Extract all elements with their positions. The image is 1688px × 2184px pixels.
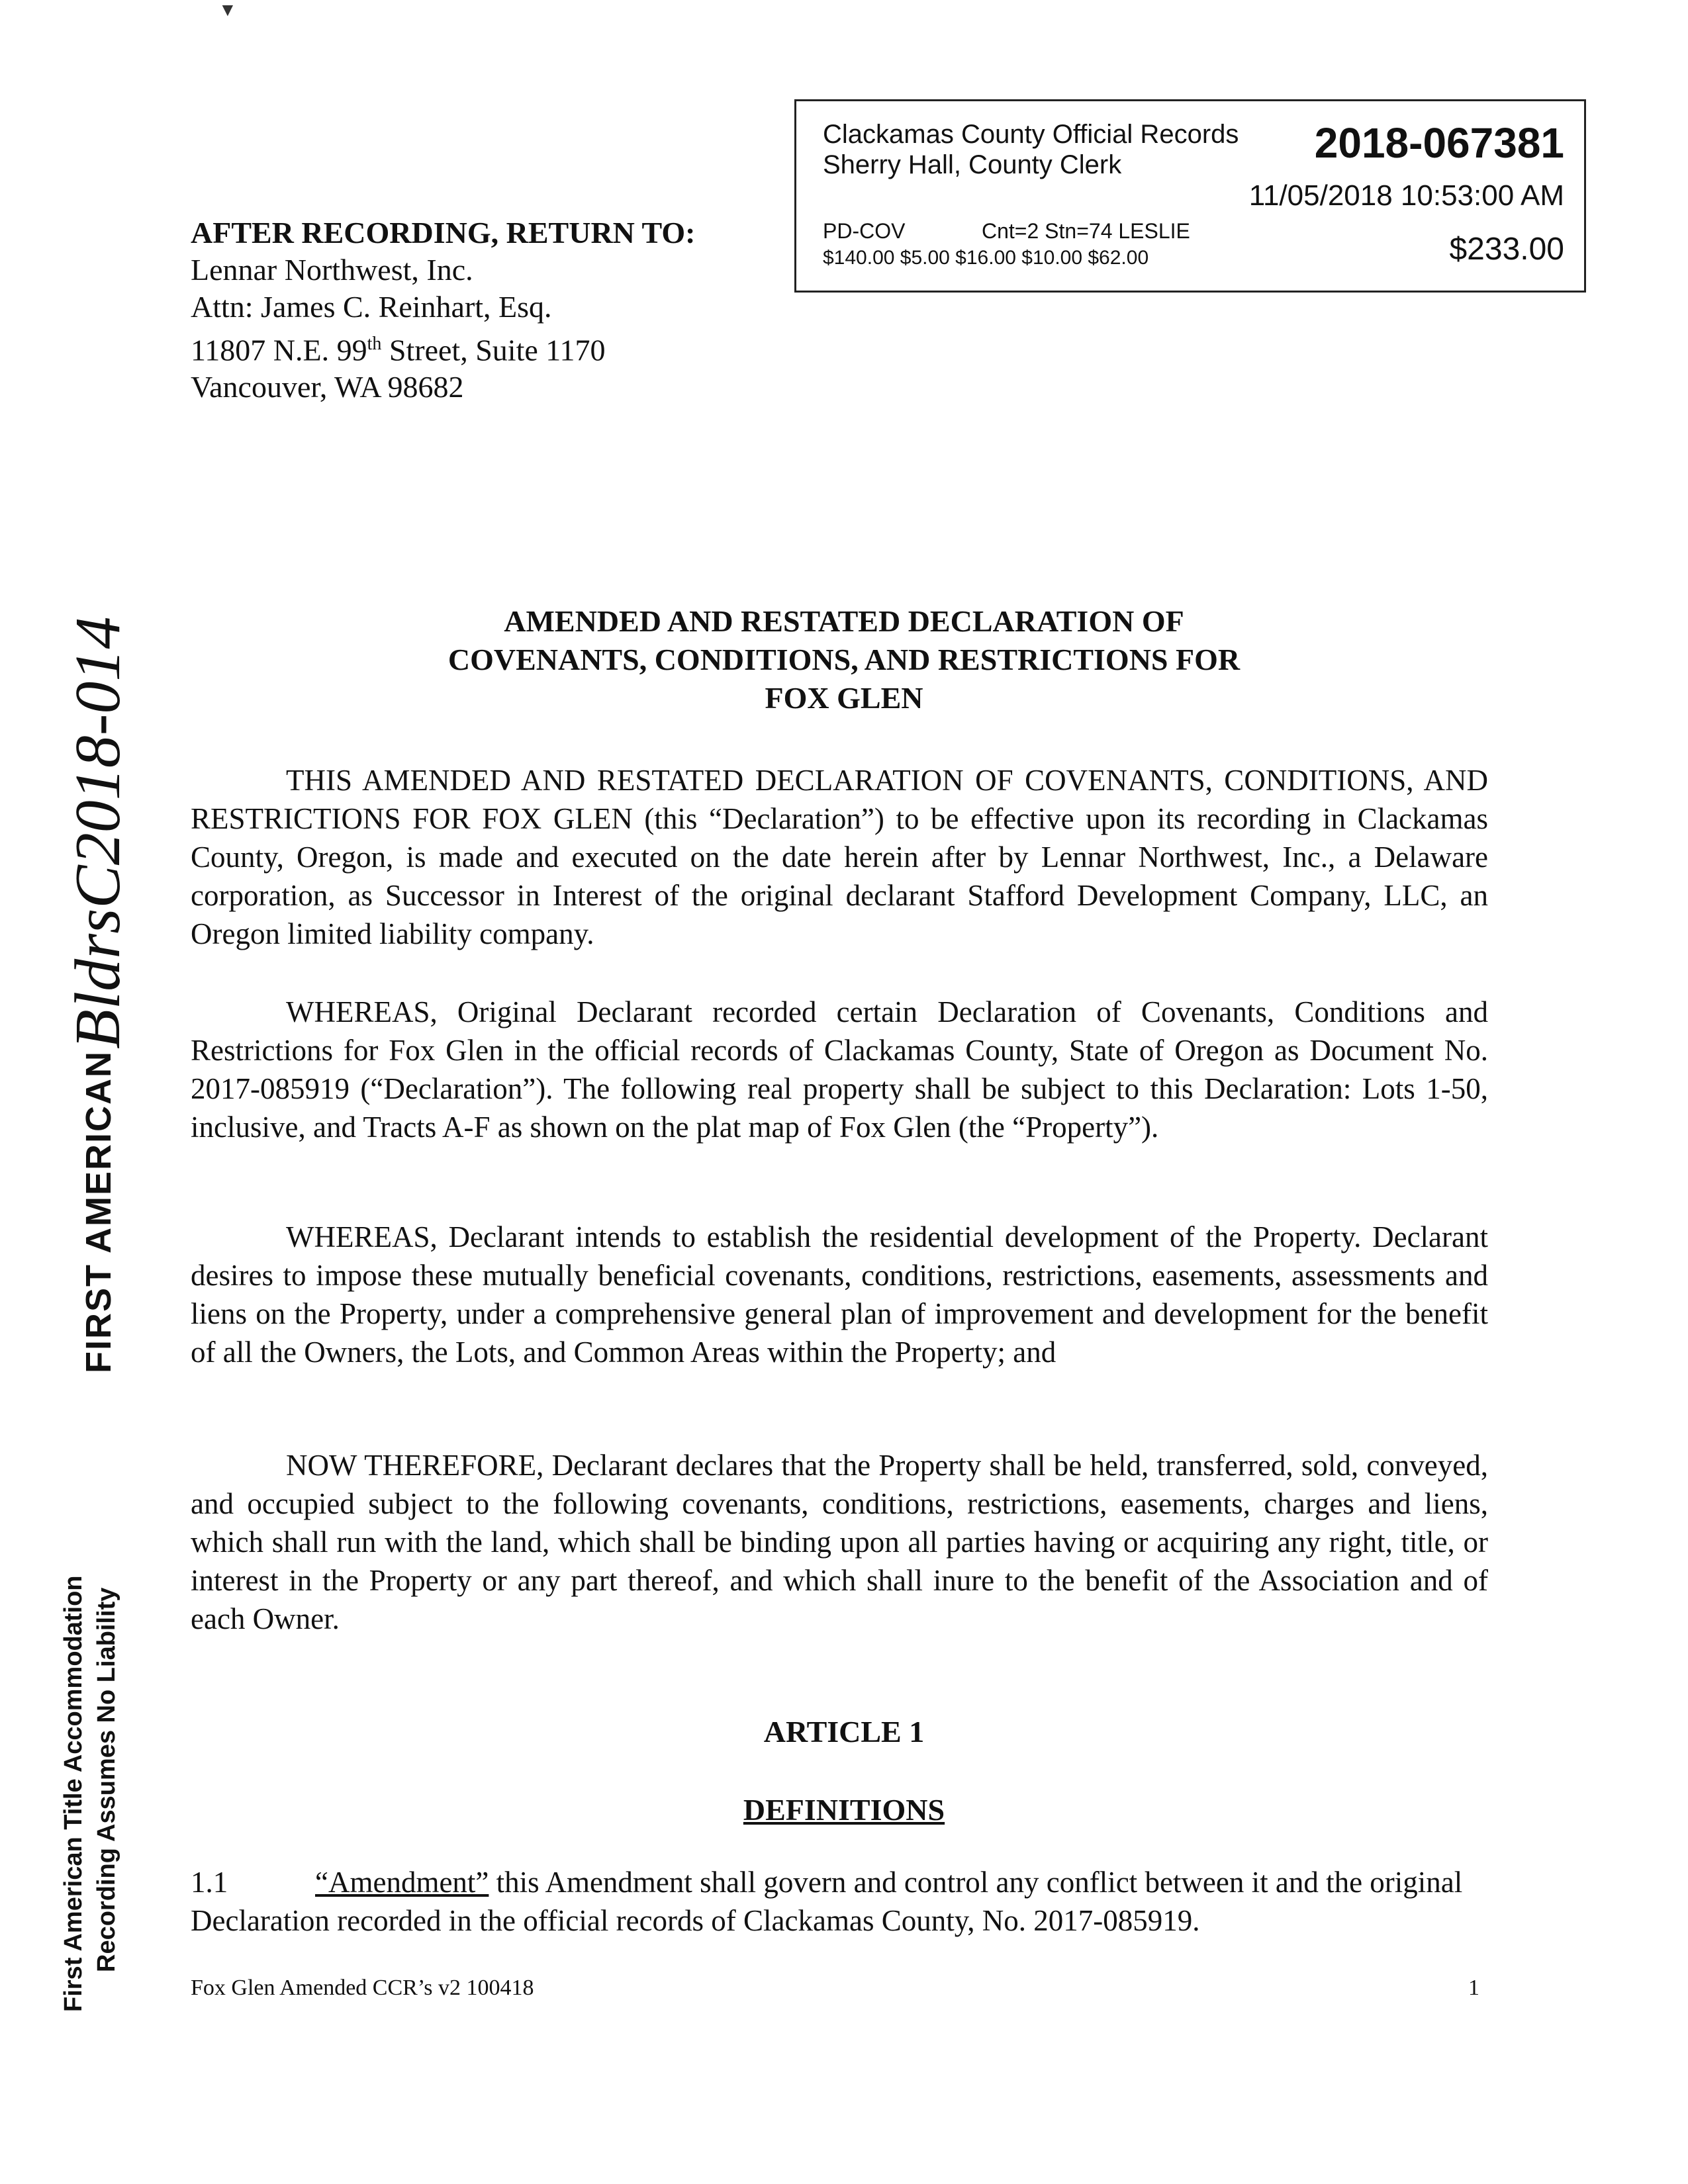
return-line [191,326,696,369]
recording-datetime: 11/05/2018 10:53:00 AM [1248,179,1564,212]
definition-text: this Amendment shall govern and control any conflict between it and the original Declaration recorded in the official records of Clackamas County, No. 2017-085919. [191,1866,1463,1937]
return-line: Attn: James C. Reinhart, Esq. [191,290,552,324]
first-american-stamp: FIRST AMERICAN [79,1050,118,1373]
definitions-heading: DEFINITIONS [743,1793,945,1827]
street-rest: Street, Suite 1170 [381,333,606,367]
ordinal-suffix: th [367,334,382,354]
accommodation-stamp-line-2: Recording Assumes No Liability [93,1587,120,1972]
recording-fees: $140.00 $5.00 $16.00 $10.00 $62.00 [823,247,1149,269]
return-heading: AFTER RECORDING, RETURN TO: [191,216,696,250]
document-title-line-3: FOX GLEN [765,681,923,715]
article-label: ARTICLE 1 [763,1715,925,1749]
recording-office: Clackamas County Official Records [823,120,1239,149]
accommodation-stamp-line-1: First American Title Accommodation [60,1575,87,2012]
return-line: Lennar Northwest, Inc. [191,253,473,287]
return-address [191,214,696,406]
definition-number: 1.1 [191,1866,228,1899]
therefore-paragraph: NOW THEREFORE, Declarant declares that the Property shall be held, transferred, sold, conveyed, and occupied subject to the following covenants, conditions, restrictions, easements, charges and liens, which shall run with the land, which shall be binding upon all parties having or acquiring any right, title, or interest in the Property or any part thereof, and which shall inure to the benefit of the Association and of each Owner. [191,1449,1488,1635]
handwritten-reference: BldrsC2018-014 [62,616,134,1049]
recording-counts: Cnt=2 Stn=74 LESLIE [982,219,1190,243]
document-number: 2018-067381 [1314,119,1564,167]
scan-mark: ▼ [218,0,237,21]
recording-stamp [794,99,1586,293]
recording-total: $233.00 [1449,232,1564,267]
definition-1-1 [191,1863,1488,1940]
page-number: 1 [1468,1976,1479,2000]
return-line: Vancouver, WA 98682 [191,370,464,404]
intro-paragraph: THIS AMENDED AND RESTATED DECLARATION OF COVENANTS, CONDITIONS, AND RESTRICTIONS FOR FOX GLEN (this “Declaration”) to be effective upon its recording in Clackamas County, Oregon, is made and executed on the date herein after by Lennar Northwest, Inc., a Delaware corporation, as Successor in Interest of the original declarant Stafford Development Company, LLC, an Oregon limited liability company. [191,764,1488,950]
document-title-line-2: COVENANTS, CONDITIONS, AND RESTRICTIONS FOR [447,643,1241,676]
footer-document-name: Fox Glen Amended CCR’s v2 100418 [191,1976,534,2000]
whereas-paragraph-2: WHEREAS, Declarant intends to establish the residential development of the Property. Declarant desires to impose these mutually beneficial covenants, conditions, restrictions, easements, assessments and liens on the Property, under a comprehensive general plan of improvement and development for the benefit of all the Owners, the Lots, and Common Areas within the Property; and [191,1220,1488,1369]
street-number: 11807 N.E. 99 [191,333,367,367]
county-clerk: Sherry Hall, County Clerk [823,150,1122,179]
document-code: PD-COV [823,219,906,243]
document-title-line-1: AMENDED AND RESTATED DECLARATION OF [504,604,1184,638]
definition-term: “Amendment” [315,1866,489,1899]
whereas-paragraph-1: WHEREAS, Original Declarant recorded certain Declaration of Covenants, Conditions and Restrictions for Fox Glen in the official records of Clackamas County, State of Oregon as Document No. 2017-085919 (“Declaration”). The following real property shall be subject to this Declaration: Lots 1-50, inclusive, and Tracts A-F as shown on the plat map of Fox Glen (the “Property”). [191,995,1488,1144]
